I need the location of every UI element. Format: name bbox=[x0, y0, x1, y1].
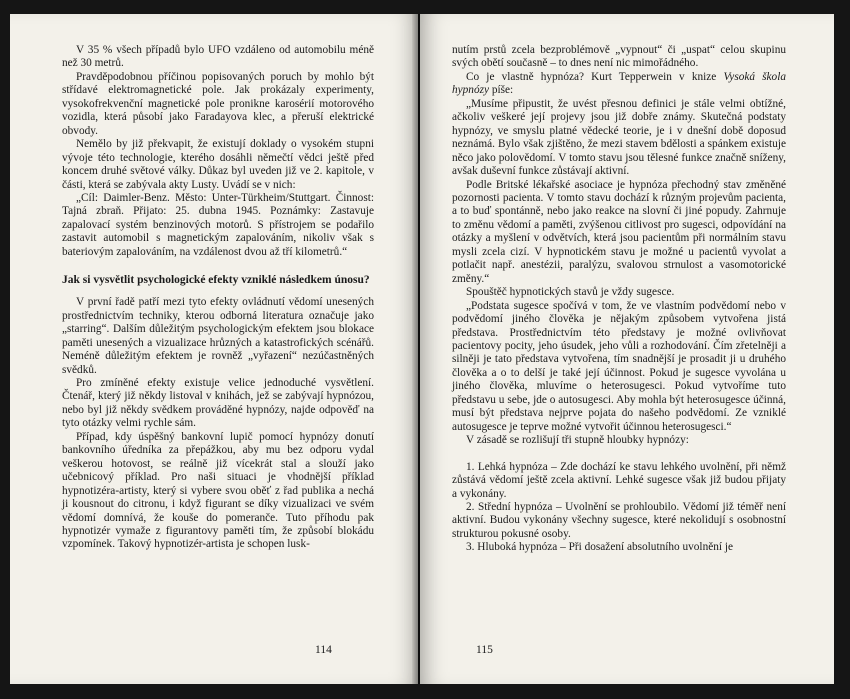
left-page bbox=[10, 14, 418, 684]
paragraph: „Podstata sugesce spočívá v tom, že ve vlastním podvědomí nebo v podvědomí jiného člověka je nějakým způsobem vytvořena jistá představa. Prostřednictvím této představy je možné ovlivňovat pacientovy pocity, jeho úsudek, jeho vůli a rozhodování. Čím zřetelněji a silněji je tato představa vytvořena, tím snadnější je prosadit ji u druhého člověka a o to delší je také její účinnost. Pokud je sugesce vyvolána u jiného člověka, mluvíme o heterosugesci. Pokud vytvoříme tuto představu u sebe, jde o autosugesci. Aby mohla být heterosugesce účinná, musí být představa nejprve pojata do našeho podvědomí. Ze vzniklé autosugesce je teprve možné vytvořit účinnou heterosugesci.“ bbox=[452, 299, 786, 433]
list-item: 1. Lehká hypnóza – Zde dochází ke stavu lehkého uvolnění, při němž zůstává vědomí ještě zcela aktivní. Lehké sugesce však již budou přijaty a vykonány. bbox=[452, 460, 786, 500]
paragraph: Pravděpodobnou příčinou popisovaných poruch by mohlo být střídavé elektromagnetické pole. Jak prokázaly experimenty, vysokofrekvenční magnetické pole pronikne karosérií motorového vozidla, která působí jako Faradayova klec, a přeruší elektrické obvody. bbox=[62, 70, 374, 137]
paragraph: „Cíl: Daimler-Benz. Město: Unter-Türkheim/Stuttgart. Činnost: Tajná zbraň. Přijato: 25. dubna 1945. Poznámky: Zastavuje zapalovací systém benzinových motorů. S přístrojem se podařilo zastavit automobil s magnetickým zapalováním, nikoliv však s bateriovým zapalováním, na vzdálenost dvou až tří kilometrů.“ bbox=[62, 191, 374, 258]
inline-text: Co je vlastně hypnóza? Kurt Tepperwein v knize bbox=[466, 70, 717, 83]
page-number: 115 bbox=[476, 644, 493, 656]
page-number: 114 bbox=[315, 644, 332, 656]
list-item: 3. Hluboká hypnóza – Při dosažení absolutního uvolnění je bbox=[466, 541, 733, 554]
paragraph: V zásadě se rozlišují tři stupně hloubky hypnózy: bbox=[466, 434, 689, 447]
paragraph: Nemělo by již překvapit, že existují doklady o vysokém stupni vývoje této technologie, kterého dosáhli němečtí vědci ještě před koncem druhé světové války. Důkaz byl uveden již ve 2. kapitole, v části, která se zabývala akty Lusty. Uvádí se v nich: bbox=[62, 138, 374, 191]
inline-text: píše: bbox=[491, 84, 514, 97]
paragraph: Pro zmíněné efekty existuje velice jednoduché vysvětlení. Čtenář, který již někdy listoval v knihách, jež se zabývají hypnózou, nebo byl již někdy svědkem prováděné hypnózy, najde odpověď na tyto otázky velmi rychle sám. bbox=[62, 376, 374, 430]
book-title: Vysoká škola hypnózy bbox=[452, 70, 786, 97]
paragraph: V 35 % všech případů bylo UFO vzdáleno od automobilu méně než 30 metrů. bbox=[62, 44, 374, 70]
paragraph: „Musíme připustit, že uvést přesnou definici je stále velmi obtížné, ačkoliv veškeré její projevy jsou již dobře známy. Skutečná podstaty hypnózy, ve smyslu platné vědecké teorie, je i v dnešní době doposud neznámá. Bylo však zjištěno, že mezi stavem bdělosti a spánkem existuje něco jako polovědomí. V tomto stavu jsou tělesné funkce značně sníženy, avšak duševní funkce zůstávají aktivní. bbox=[452, 97, 786, 178]
left-page-text bbox=[62, 44, 374, 552]
paragraph: Případ, kdy úspěšný bankovní lupič pomocí hypnózy donutí bankovního úředníka za přepážkou, aby mu bez odporu vydal veškerou hotovost, se reálně již vícekrát stal a slouží jako učebnicový příklad. Pro naši situaci je vhodnější příklad hypnotizéra-artisty, který si vybere svou oběť z řad publika a nechá ji kousnout do citronu, i když figurant se díky vizualizaci ve svém vědomí domnívá, že kouše do pomeranče. Tuto příhodu pak hypnotizér vymaže z figurantovy paměti tím, že způsobí blokádu vzpomínek. Takový hypnotizér-artista je schopen lusk- bbox=[62, 430, 374, 551]
right-page bbox=[420, 14, 834, 684]
paragraph: nutím prstů zcela bezproblémově „vypnout“ či „uspat“ celou skupinu svých obětí současně – to dnes není nic mimořádného. bbox=[452, 44, 786, 70]
paragraph: Podle Britské lékařské asociace je hypnóza přechodný stav změněné pozornosti pacienta. V tomto stavu dochází k různým projevům pacienta, a to buď spontánně, nebo jako reakce na slovní či jiné popudy. Zahrnuje to změnu vědomí a paměti, zvýšenou citlivost pro sugesci, odpovídání na otázky a myšlení v odvětvích, která jsou pacientům při normálním stavu mysli zcela cizí. V hypnotickém stavu je možné u pacientů vyvolat a potlačit např. anestézii, paralýzu, svalovou strnulost a vasomotorické změny.“ bbox=[452, 178, 786, 285]
list-item: 2. Střední hypnóza – Uvolnění se prohloubilo. Vědomí již téměř není aktivní. Budou vykonány všechny sugesce, které nekolidují s osobnostní strukturou pokusné osoby. bbox=[452, 500, 786, 540]
paragraph: Spouštěč hypnotických stavů je vždy sugesce. bbox=[466, 286, 675, 299]
spacer bbox=[452, 448, 786, 461]
section-heading: Jak si vysvětlit psychologické efekty vzniklé následkem únosu? bbox=[62, 274, 370, 287]
right-page-text bbox=[452, 44, 786, 555]
paragraph: V první řadě patří mezi tyto efekty ovládnutí vědomí unesených prostřednictvím techniky, kterou odborná literatura označuje jako „starring“. Dalším důležitým psychologickým efektem jsou blokace paměti unesených a vizualizace hrůzných a katastrofických scénářů. Neméně důležitým efektem je rovněž „vyřazení“ nezúčastněných svědků. bbox=[62, 296, 374, 376]
paragraph bbox=[452, 71, 786, 98]
